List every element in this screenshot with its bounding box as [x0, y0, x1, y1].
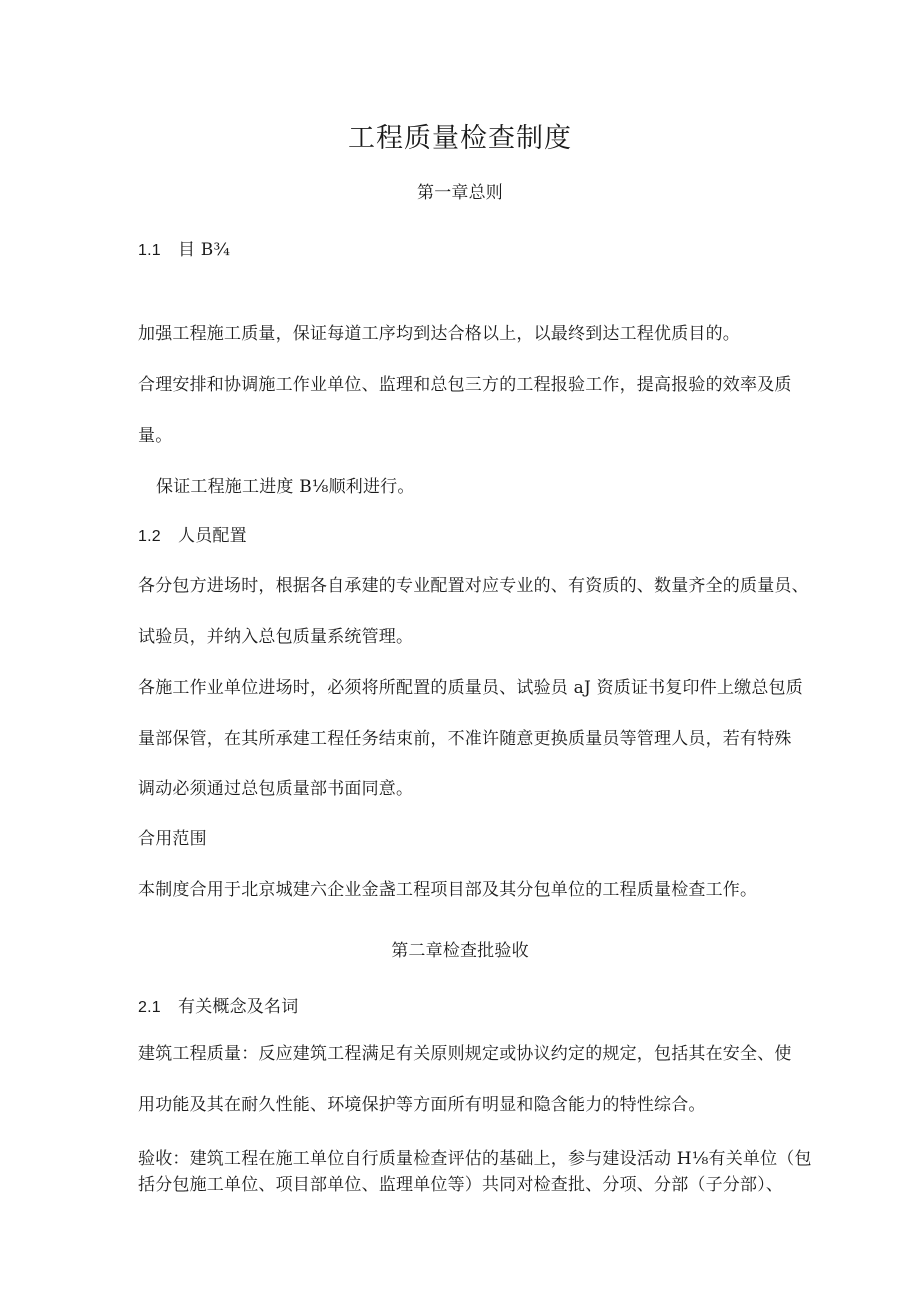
section-title: 目 B¾ [178, 240, 231, 260]
section-2-1-heading [138, 996, 298, 1019]
section-number: 2.1 [138, 999, 161, 1016]
section-1-2-heading [138, 525, 247, 548]
section-title: 有关概念及名词 [178, 997, 299, 1017]
section-number: 1.2 [138, 528, 161, 545]
section-title: 人员配置 [178, 526, 247, 546]
paragraph: 建筑工程质量：反应建筑工程满足有关原则规定或协议约定的规定，包括其在安全、使 [138, 1044, 792, 1064]
paragraph-continuation: 量。 [138, 426, 173, 446]
scope-heading: 合用范围 [138, 829, 207, 849]
paragraph-continuation: 调动必须通过总包质量部书面同意。 [138, 779, 414, 799]
paragraph: 合理安排和协调施工作业单位、监理和总包三方的工程报验工作，提高报验的效率及质 [138, 375, 792, 395]
paragraph: 验收：建筑工程在施工单位自行质量检查评估的基础上，参与建设活动 H⅛有关单位（包 [138, 1149, 812, 1169]
paragraph: 各分包方进场时，根据各自承建的专业配置对应专业的、有资质的、数量齐全的质量员、 [138, 576, 809, 596]
section-number: 1.1 [138, 242, 161, 259]
paragraph: 保证工程施工进度 B⅛顺利进行。 [156, 477, 415, 497]
paragraph-continuation: 试验员，并纳入总包质量系统管理。 [138, 627, 414, 647]
chapter-1-heading: 第一章总则 [417, 183, 503, 203]
paragraph-continuation: 括分包施工单位、项目部单位、监理单位等）共同对检查批、分项、分部（子分部）、 [138, 1175, 784, 1195]
paragraph-continuation: 量部保管，在其所承建工程任务结束前，不准许随意更换质量员等管理人员，若有特殊 [138, 729, 792, 749]
chapter-2-heading: 第二章检查批验收 [391, 941, 529, 961]
section-1-1-heading [138, 239, 230, 262]
paragraph: 加强工程施工质量，保证每道工序均到达合格以上，以最终到达工程优质目的。 [138, 324, 740, 344]
paragraph-continuation: 用功能及其在耐久性能、环境保护等方面所有明显和隐含能力的特性综合。 [138, 1095, 706, 1115]
document-title: 工程质量检查制度 [348, 123, 572, 154]
paragraph: 本制度合用于北京城建六企业金盏工程项目部及其分包单位的工程质量检查工作。 [138, 880, 758, 900]
paragraph: 各施工作业单位进场时，必须将所配置的质量员、试验员 aJ 资质证书复印件上缴总包质 [138, 678, 803, 698]
